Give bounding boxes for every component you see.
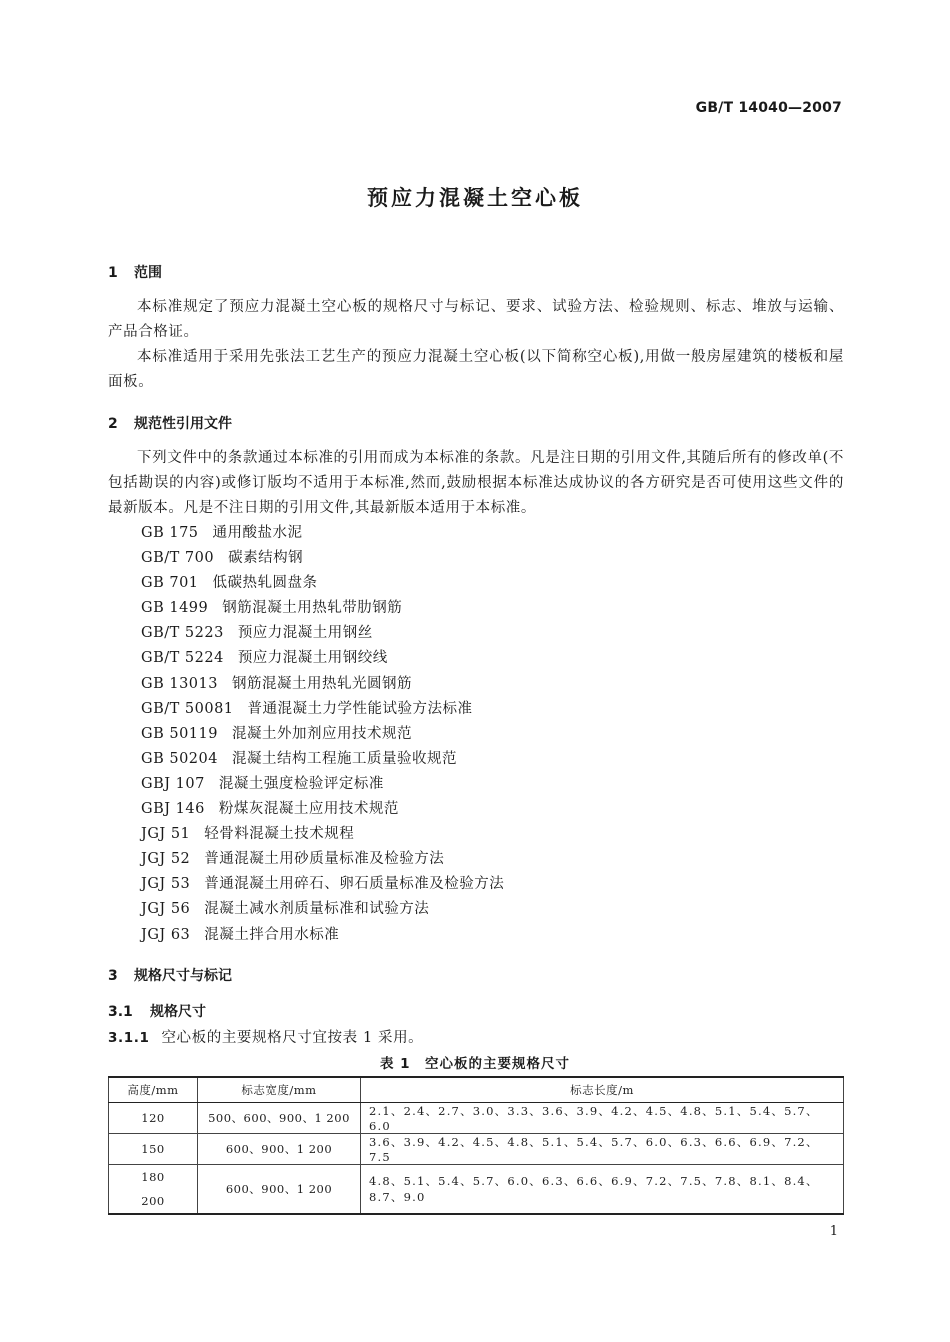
reference-code: GB 1499	[141, 600, 209, 617]
cell-height: 120	[109, 1103, 198, 1134]
cell-width: 600、900、1 200	[198, 1165, 361, 1215]
cell-height: 150	[109, 1134, 198, 1165]
reference-code: GB/T 700	[141, 550, 215, 567]
cell-length: 2.1、2.4、2.7、3.0、3.3、3.6、3.9、4.2、4.5、4.8、5.1、5.4、5.7、6.0	[361, 1103, 844, 1134]
reference-name: 预应力混凝土用钢绞线	[237, 650, 388, 667]
reference-name: 碳素结构钢	[228, 550, 304, 567]
section-title: 规范性引用文件	[134, 416, 232, 432]
cell-width: 500、600、900、1 200	[198, 1103, 361, 1134]
section-3-heading	[108, 965, 232, 985]
reference-item	[141, 697, 504, 722]
clause-number: 3.1.1	[108, 1030, 150, 1046]
cell-width: 600、900、1 200	[198, 1134, 361, 1165]
reference-name: 普通混凝土用砂质量标准及检验方法	[204, 851, 445, 868]
cell-height-value-2: 200	[141, 1194, 165, 1208]
table-1-dimensions	[108, 1076, 844, 1215]
reference-name: 轻骨料混凝土技术规程	[204, 826, 355, 843]
table-header-row	[109, 1077, 844, 1103]
reference-item	[141, 747, 504, 772]
reference-code: GB 50204	[141, 750, 218, 767]
document-title: 预应力混凝土空心板	[367, 186, 583, 210]
cell-height	[109, 1165, 198, 1215]
section-number: 2	[108, 416, 118, 432]
standard-number: GB/T 14040—2007	[695, 100, 842, 116]
reference-item	[141, 521, 504, 546]
section-1-paragraph-1: 本标准规定了预应力混凝土空心板的规格尺寸与标记、要求、试验方法、检验规则、标志、堆放与运输、产品合格证。	[108, 299, 844, 340]
section-title: 规格尺寸与标记	[134, 968, 232, 984]
reference-code: GBJ 146	[141, 801, 205, 818]
reference-name: 粉煤灰混凝土应用技术规范	[218, 801, 399, 818]
section-number: 3.1	[108, 1004, 133, 1020]
reference-item	[141, 822, 504, 847]
section-number: 3	[108, 968, 118, 984]
reference-item	[141, 546, 504, 571]
section-2-heading	[108, 413, 232, 433]
reference-name: 混凝土拌合用水标准	[204, 926, 340, 943]
reference-code: GBJ 107	[141, 775, 205, 792]
table-row	[109, 1134, 844, 1165]
cell-length: 4.8、5.1、5.4、5.7、6.0、6.3、6.6、6.9、7.2、7.5、7.8、8.1、8.4、8.7、9.0	[361, 1165, 844, 1215]
reference-name: 通用酸盐水泥	[212, 525, 303, 541]
reference-name: 混凝土外加剂应用技术规范	[231, 725, 412, 742]
reference-code: JGJ 51	[141, 826, 191, 843]
reference-code: JGJ 53	[141, 876, 191, 893]
reference-item	[141, 571, 504, 596]
reference-name: 钢筋混凝土用热轧带肋钢筋	[222, 600, 403, 617]
reference-item	[141, 772, 504, 797]
reference-item	[141, 923, 504, 948]
section-1-heading	[108, 262, 162, 282]
table-1-caption: 表 1 空心板的主要规格尺寸	[379, 1056, 571, 1072]
reference-name: 预应力混凝土用钢丝	[237, 625, 373, 642]
reference-code: GB/T 5224	[141, 650, 224, 667]
reference-name: 钢筋混凝土用热轧光圆钢筋	[231, 675, 412, 692]
section-1-paragraph-2: 本标准适用于采用先张法工艺生产的预应力混凝土空心板(以下简称空心板),用做一般房屋建筑的楼板和屋面板。	[108, 349, 844, 390]
reference-code: GB 50119	[141, 725, 218, 742]
reference-name: 普通混凝土力学性能试验方法标准	[247, 700, 473, 717]
reference-item	[141, 621, 504, 646]
reference-name: 低碳热轧圆盘条	[212, 575, 318, 592]
page-number: 1	[829, 1224, 838, 1239]
reference-item	[141, 596, 504, 621]
reference-name: 混凝土强度检验评定标准	[218, 775, 384, 792]
reference-item	[141, 872, 504, 897]
cell-height-value-1: 180	[141, 1170, 165, 1184]
reference-name: 混凝土结构工程施工质量验收规范	[231, 750, 457, 767]
normative-references-list	[141, 521, 504, 948]
column-header-height: 高度/mm	[109, 1077, 198, 1103]
section-title: 规格尺寸	[150, 1004, 206, 1020]
reference-name: 普通混凝土用碎石、卵石质量标准及检验方法	[204, 876, 505, 893]
reference-code: GB 13013	[141, 675, 218, 692]
reference-item	[141, 897, 504, 922]
cell-length: 3.6、3.9、4.2、4.5、4.8、5.1、5.4、5.7、6.0、6.3、6.6、6.9、7.2、7.5	[361, 1134, 844, 1165]
table-row	[109, 1103, 844, 1134]
reference-item	[141, 797, 504, 822]
reference-item	[141, 646, 504, 671]
reference-code: GB 175	[141, 525, 199, 541]
reference-name: 混凝土减水剂质量标准和试验方法	[204, 901, 430, 918]
reference-code: JGJ 52	[141, 851, 191, 868]
section-number: 1	[108, 265, 118, 281]
table-row	[109, 1165, 844, 1215]
clause-3-1-1	[108, 1026, 423, 1047]
section-3-1-heading	[108, 1001, 206, 1021]
reference-item	[141, 847, 504, 872]
column-header-width: 标志宽度/mm	[198, 1077, 361, 1103]
section-2-paragraph-1: 下列文件中的条款通过本标准的引用而成为本标准的条款。凡是注日期的引用文件,其随后所有的修改单(不包括勘误的内容)或修订版均不适用于本标准,然而,鼓励根据本标准达成协议的各方研究是否可使用这些文件的最新版本。凡是不注日期的引用文件,其最新版本适用于本标准。	[108, 450, 844, 516]
reference-item	[141, 722, 504, 747]
reference-code: GB/T 5223	[141, 625, 224, 642]
reference-code: GB 701	[141, 575, 199, 592]
reference-code: JGJ 56	[141, 901, 191, 918]
reference-code: JGJ 63	[141, 926, 191, 943]
section-title: 范围	[134, 265, 162, 281]
column-header-length: 标志长度/m	[361, 1077, 844, 1103]
clause-text: 空心板的主要规格尺寸宜按表 1 采用。	[161, 1030, 424, 1046]
reference-item	[141, 672, 504, 697]
reference-code: GB/T 50081	[141, 700, 234, 717]
